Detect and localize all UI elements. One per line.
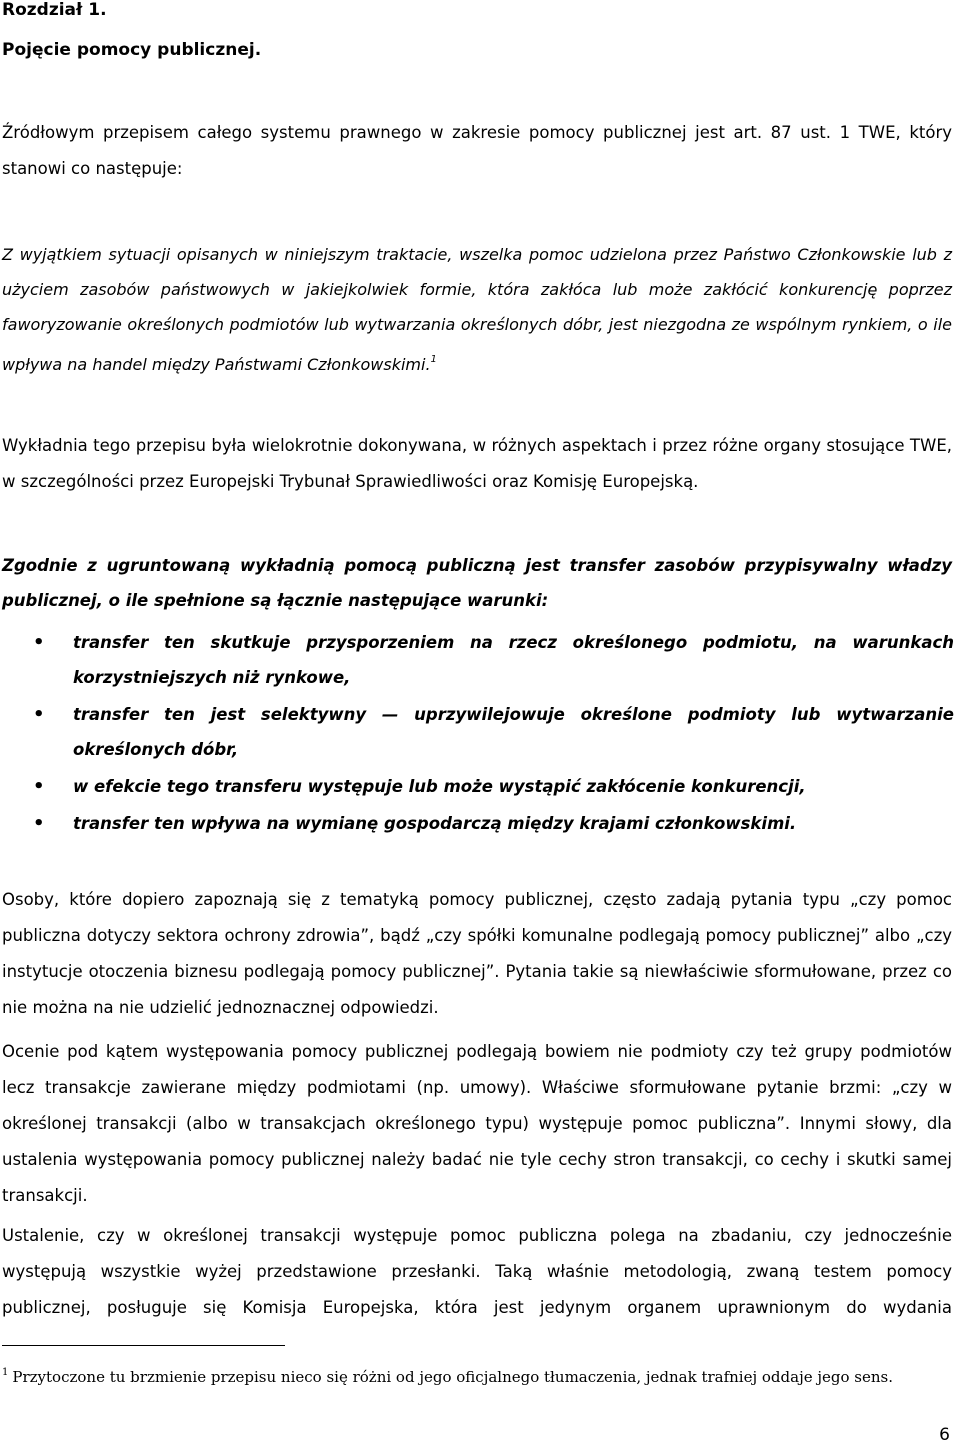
chapter-subtitle: Pojęcie pomocy publicznej. <box>2 40 262 60</box>
footnote-text: Przytoczone tu brzmienie przepisu nieco się różni od jego oficjalnego tłumaczenia, jednak trafniej oddaje jego sens. <box>12 1368 894 1386</box>
condition-item: • transfer ten skutkuje przysporzeniem na rzecz określonego podmiotu, na warunkach korzystniejszych niż rynkowe, <box>0 625 954 695</box>
treaty-quote <box>2 237 952 382</box>
condition-item: • transfer ten wpływa na wymianę gospodarczą między krajami członkowskimi. <box>0 806 954 841</box>
paragraph-test: Ustalenie, czy w określonej transakcji występuje pomoc publiczna polega na zbadaniu, czy jednocześnie występują wszystkie wyżej przedstawione przesłanki. Taką właśnie metodologią, zwaną testem pomocy publicznej, posługuje się Komisja Europejska, która jest jedynym organem uprawnionym do wydania <box>2 1226 952 1317</box>
condition-item: • transfer ten jest selektywny — uprzywilejowuje określone podmioty lub wytwarzanie określonych dóbr, <box>0 697 954 767</box>
footnote <box>2 1363 952 1387</box>
footnote-separator <box>2 1345 285 1346</box>
conditions-list <box>0 625 954 843</box>
paragraph-transactions: Ocenie pod kątem występowania pomocy publicznej podlegają bowiem nie podmioty czy też grupy podmiotów lecz transakcje zawierane między podmiotami (np. umowy). Właściwe sformułowane pytanie brzmi: „czy w określonej transakcji (albo w transakcjach określonego typu) występuje pomoc publiczna”. Innymi słowy, dla ustalenia występowania pomocy publicznej należy badać nie tyle cechy stron transakcji, co cechy i skutki samej transakcji. <box>2 1042 952 1205</box>
footnote-number: 1 <box>2 1367 9 1378</box>
footnote-ref: 1 <box>430 354 437 365</box>
chapter-title: Rozdział 1. <box>2 0 107 20</box>
page-number: 6 <box>939 1425 950 1445</box>
paragraph-question-types: Osoby, które dopiero zapoznają się z tematyką pomocy publicznej, często zadają pytania typu „czy pomoc publiczna dotyczy sektora ochrony zdrowia”, bądź „czy spółki komunalne podlegają pomocy publicznej” albo „czy instytucje otoczenia biznesu podlegają pomocy publicznej”. Pytania takie są niewłaściwie sformułowane, przez co nie można na nie udzielić jednoznacznej odpowiedzi. <box>2 890 952 1017</box>
intro-paragraph: Źródłowym przepisem całego systemu prawnego w zakresie pomocy publicznej jest art. 87 ust. 1 TWE, który stanowi co następuje: <box>2 123 952 178</box>
interpretation-paragraph: Wykładnia tego przepisu była wielokrotnie dokonywana, w różnych aspektach i przez różne organy stosujące TWE, w szczególności przez Europejski Trybunał Sprawiedliwości oraz Komisję Europejską. <box>2 436 952 491</box>
quote-text: Z wyjątkiem sytuacji opisanych w niniejszym traktacie, wszelka pomoc udzielona przez Państwo Członkowskie lub z użyciem zasobów państwowych w jakiejkolwiek formie, która zakłóca lub może zakłócić konkurencję poprzez faworyzowanie określonych podmiotów lub wytwarzania określonych dóbr, jest niezgodna ze wspólnym rynkiem, o ile wpływa na handel między Państwami Członkowskimi. <box>2 245 952 374</box>
conditions-lead: Zgodnie z ugruntowaną wykładnią pomocą publiczną jest transfer zasobów przypisywalny władzy publicznej, o ile spełnione są łącznie następujące warunki: <box>2 556 952 610</box>
condition-item: • w efekcie tego transferu występuje lub może wystąpić zakłócenie konkurencji, <box>0 769 954 804</box>
